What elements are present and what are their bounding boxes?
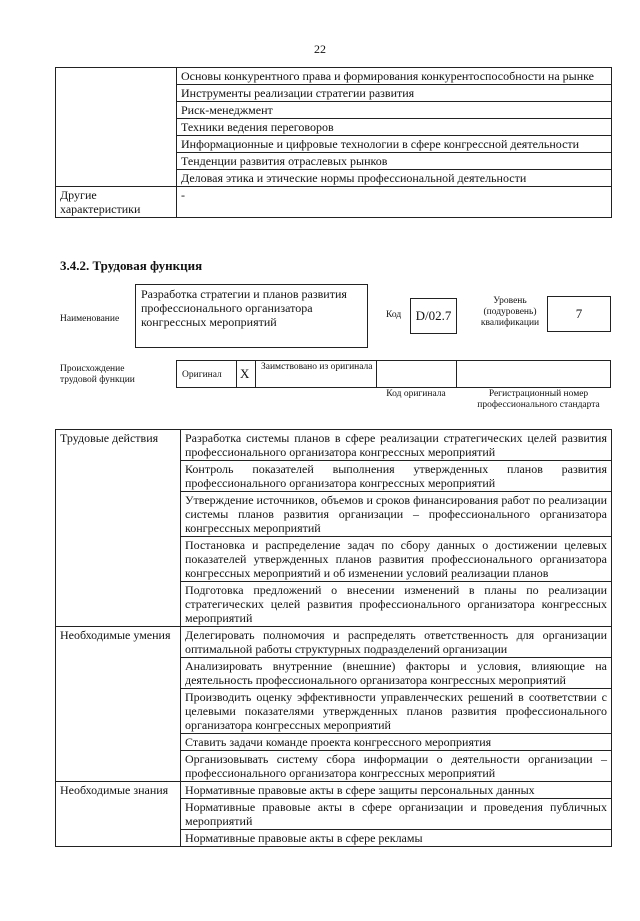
- code-value: D/02.7: [415, 308, 452, 323]
- level-label: Уровень (подуровень) квалификации: [480, 296, 540, 328]
- skills-label: Необходимые умения: [56, 627, 181, 782]
- labor-action: Разработка системы планов в сфере реализации стратегических целей развития профессионального организатора конгрессных мероприятий: [181, 430, 612, 461]
- knowledge-item: Нормативные правовые акты в сфере организации и проведения публичных мероприятий: [181, 799, 612, 830]
- table-row: [56, 68, 612, 85]
- top-knowledge-table: [55, 67, 612, 218]
- labor-action: Контроль показателей выполнения утвержденных планов развития профессионального организатора конгрессных мероприятий: [181, 461, 612, 492]
- empty-label-cell: [56, 68, 177, 187]
- knowledge-item: Риск-менеджмент: [177, 102, 612, 119]
- original-mark: X: [240, 366, 250, 381]
- function-name-box: [135, 284, 368, 348]
- code-caption: Код оригинала: [386, 389, 446, 399]
- borrowed-label: Заимствовано из оригинала: [261, 362, 373, 372]
- function-name: Разработка стратегии и планов развития профессионального организатора конгрессных мероприятий: [141, 287, 347, 329]
- table-row: [56, 782, 612, 799]
- reg-number-caption: Регистрационный номер профессионального стандарта: [477, 389, 600, 410]
- knowledge-item: Информационные и цифровые технологии в сфере конгрессной деятельности: [177, 136, 612, 153]
- level-value: 7: [575, 306, 583, 321]
- knowledge-item: Деловая этика и этические нормы профессиональной деятельности: [177, 170, 612, 187]
- origin-label: Происхождение трудовой функции: [60, 364, 135, 385]
- skill-item: Анализировать внутренние (внешние) факторы и условия, влияющие на деятельность профессионального организатора конгрессных мероприятий: [181, 658, 612, 689]
- page-number: 22: [314, 42, 326, 56]
- skill-item: Делегировать полномочия и распределять ответственность для организации оптимальной работы структурных подразделений организации: [181, 627, 612, 658]
- level-box: [547, 296, 611, 332]
- origin-divider: [456, 360, 457, 388]
- table-row: [56, 187, 612, 218]
- labor-action: Постановка и распределение задач по сбору данных о достижении целевых показателей утвержденных планов развития профессионального организатора конгрессных мероприятий и об изменении условий реализации планов: [181, 537, 612, 582]
- origin-divider: [376, 360, 377, 388]
- labor-action: Утверждение источников, объемов и сроков финансирования работ по реализации системы планов развития организации – профессионального организатора конгрессных мероприятий: [181, 492, 612, 537]
- origin-divider: [255, 360, 256, 388]
- origin-divider: [236, 360, 237, 388]
- knowledge-item: Основы конкурентного права и формирования конкурентоспособности на рынке: [177, 68, 612, 85]
- skill-item: Организовывать систему сбора информации о деятельности организации – профессионального организатора конгрессных мероприятий: [181, 751, 612, 782]
- table-row: [56, 430, 612, 461]
- knowledge-item: Тенденции развития отраслевых рынков: [177, 153, 612, 170]
- skill-item: Производить оценку эффективности управленческих решений в соответствии с целевыми показателями утвержденных планов развития профессионального организатора конгрессных мероприятий: [181, 689, 612, 734]
- table-row: [56, 627, 612, 658]
- other-characteristics-label: Другие характеристики: [56, 187, 177, 218]
- original-label: Оригинал: [182, 370, 222, 380]
- code-label: Код: [386, 310, 402, 320]
- name-label: Наименование: [60, 314, 120, 324]
- labor-action: Подготовка предложений о внесении изменений в планы по реализации стратегических целей развития профессионального организатора конгрессных мероприятий: [181, 582, 612, 627]
- other-characteristics-value: -: [177, 187, 612, 218]
- knowledge-item: Нормативные правовые акты в сфере защиты персональных данных: [181, 782, 612, 799]
- labor-actions-label: Трудовые действия: [56, 430, 181, 627]
- knowledge-item: Инструменты реализации стратегии развития: [177, 85, 612, 102]
- knowledge-item: Нормативные правовые акты в сфере рекламы: [181, 830, 612, 847]
- section-title: 3.4.2. Трудовая функция: [60, 258, 203, 273]
- skill-item: Ставить задачи команде проекта конгрессного мероприятия: [181, 734, 612, 751]
- code-box: [410, 298, 457, 334]
- knowledge-label: Необходимые знания: [56, 782, 181, 847]
- knowledge-item: Техники ведения переговоров: [177, 119, 612, 136]
- labor-function-table: [55, 429, 612, 847]
